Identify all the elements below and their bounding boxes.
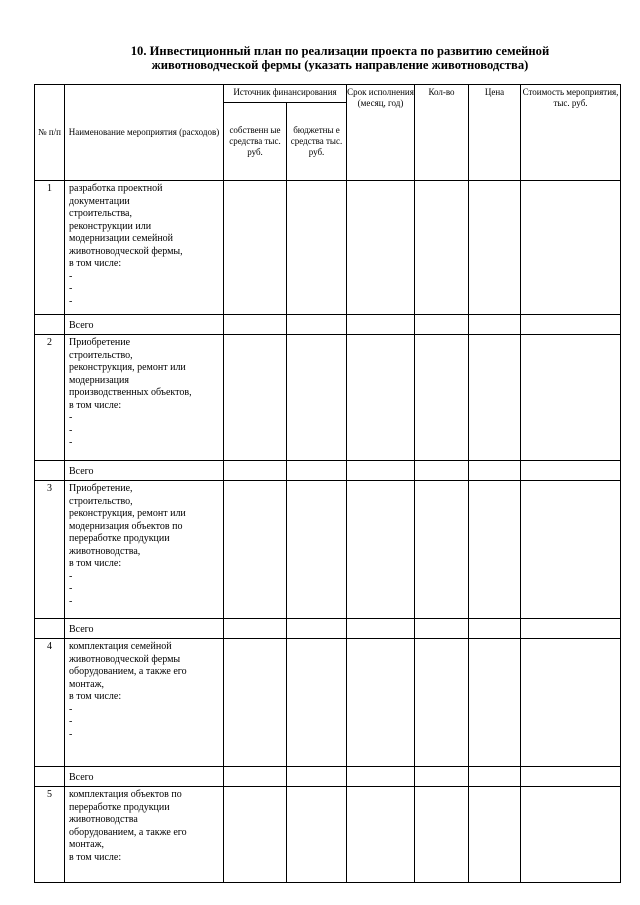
empty-cell: [469, 335, 521, 461]
empty-cell: [287, 619, 347, 639]
empty-cell: [415, 619, 469, 639]
empty-cell: [287, 315, 347, 335]
empty-cell: [224, 461, 287, 481]
empty-cell: [224, 315, 287, 335]
empty-cell: [224, 481, 287, 619]
row-number: 3: [35, 481, 65, 619]
header-cost: Стоимость мероприятия, тыс. руб.: [521, 85, 621, 181]
description-line: в том числе:: [69, 258, 122, 269]
description-line: Приобретение: [69, 337, 131, 348]
row-number: 1: [35, 181, 65, 315]
description-line: -: [69, 270, 73, 282]
description-line: документации: [69, 195, 130, 207]
table-row: [35, 787, 621, 883]
description-line: -: [69, 424, 73, 436]
row-number: 2: [35, 335, 65, 461]
row-description: [65, 481, 224, 619]
description-line: -: [69, 412, 73, 423]
total-row: [35, 315, 621, 335]
description-line: монтаж,: [69, 839, 105, 850]
description-line: -: [69, 703, 73, 715]
empty-cell: [35, 461, 65, 481]
header-row-1: [35, 85, 621, 103]
empty-cell: [415, 461, 469, 481]
empty-cell: [521, 181, 621, 315]
empty-cell: [287, 461, 347, 481]
row-description: [65, 787, 224, 883]
description-line: оборудованием, а также его: [69, 826, 187, 838]
description-line: животноводческой фермы: [69, 653, 181, 665]
investment-plan-table: [34, 84, 621, 883]
description-line: Приобретение,: [69, 483, 133, 494]
empty-cell: [347, 767, 415, 787]
empty-cell: [469, 767, 521, 787]
empty-cell: [415, 787, 469, 883]
empty-cell: [521, 335, 621, 461]
table-row: [35, 181, 621, 315]
empty-cell: [521, 619, 621, 639]
row-description: [65, 639, 224, 767]
row-description: [65, 335, 224, 461]
description-line: комплектация объектов по: [69, 789, 182, 800]
empty-cell: [415, 767, 469, 787]
header-name: Наименование мероприятия (расходов): [65, 85, 224, 181]
total-label: Всего: [65, 461, 224, 481]
row-description: [65, 181, 224, 315]
empty-cell: [347, 787, 415, 883]
header-price: Цена: [469, 85, 521, 181]
empty-cell: [224, 181, 287, 315]
document-title: [60, 44, 620, 72]
empty-cell: [415, 639, 469, 767]
header-own: собственн ые средства тыс. руб.: [224, 103, 287, 181]
title-line-2: животноводческой фермы (указать направление животноводства): [151, 58, 529, 72]
description-line: переработке продукции: [69, 801, 170, 813]
empty-cell: [224, 767, 287, 787]
empty-cell: [415, 481, 469, 619]
description-line: -: [69, 716, 73, 727]
table-row: [35, 335, 621, 461]
description-line: оборудованием, а также его: [69, 666, 187, 677]
empty-cell: [521, 461, 621, 481]
total-row: [35, 461, 621, 481]
description-line: производственных объектов,: [69, 387, 192, 398]
description-line: животноводства,: [69, 545, 141, 557]
empty-cell: [469, 181, 521, 315]
empty-cell: [287, 639, 347, 767]
empty-cell: [347, 315, 415, 335]
empty-cell: [287, 335, 347, 461]
header-source: Источник финансирования: [224, 85, 347, 103]
empty-cell: [35, 619, 65, 639]
description-line: в том числе:: [69, 851, 122, 863]
table-row: [35, 639, 621, 767]
empty-cell: [224, 335, 287, 461]
description-line: -: [69, 583, 73, 594]
empty-cell: [521, 787, 621, 883]
description-line: переработке продукции: [69, 533, 170, 544]
description-line: -: [69, 728, 73, 740]
empty-cell: [521, 639, 621, 767]
description-line: -: [69, 570, 73, 582]
total-row: [35, 619, 621, 639]
total-label: Всего: [65, 767, 224, 787]
empty-cell: [469, 461, 521, 481]
empty-cell: [469, 619, 521, 639]
description-line: в том числе:: [69, 558, 122, 569]
total-label: Всего: [65, 619, 224, 639]
empty-cell: [287, 767, 347, 787]
empty-cell: [347, 181, 415, 315]
empty-cell: [347, 481, 415, 619]
empty-cell: [287, 181, 347, 315]
description-line: монтаж,: [69, 678, 105, 690]
empty-cell: [287, 787, 347, 883]
description-line: модернизация: [69, 374, 129, 386]
description-line: -: [69, 595, 73, 607]
description-line: разработка проектной: [69, 183, 163, 194]
description-line: строительства,: [69, 208, 132, 219]
empty-cell: [521, 481, 621, 619]
description-line: животноводства: [69, 814, 138, 825]
total-row: [35, 767, 621, 787]
table-row: [35, 481, 621, 619]
title-line-1: 10. Инвестиционный план по реализации проекта по развитию семейной: [130, 44, 550, 58]
header-term: Срок исполнения (месяц, год): [347, 85, 415, 181]
description-line: -: [69, 295, 73, 307]
description-line: комплектация семейной: [69, 641, 172, 652]
empty-cell: [347, 639, 415, 767]
empty-cell: [35, 315, 65, 335]
empty-cell: [469, 315, 521, 335]
description-line: в том числе:: [69, 691, 122, 702]
header-num: № п/п: [35, 85, 65, 181]
description-line: -: [69, 437, 73, 448]
description-line: животноводческой фермы,: [69, 245, 183, 257]
description-line: реконструкция, ремонт или: [69, 508, 186, 519]
empty-cell: [224, 639, 287, 767]
empty-cell: [415, 181, 469, 315]
description-line: реконструкция, ремонт или: [69, 362, 186, 373]
description-line: в том числе:: [69, 399, 122, 411]
header-qty: Кол-во: [415, 85, 469, 181]
empty-cell: [469, 787, 521, 883]
row-number: 5: [35, 787, 65, 883]
empty-cell: [224, 619, 287, 639]
empty-cell: [469, 639, 521, 767]
description-line: реконструкции или: [69, 220, 152, 232]
empty-cell: [35, 767, 65, 787]
empty-cell: [415, 315, 469, 335]
empty-cell: [521, 767, 621, 787]
row-number: 4: [35, 639, 65, 767]
total-label: Всего: [65, 315, 224, 335]
empty-cell: [224, 787, 287, 883]
empty-cell: [347, 619, 415, 639]
description-line: модернизации семейной: [69, 233, 174, 244]
description-line: строительство,: [69, 349, 133, 361]
empty-cell: [287, 481, 347, 619]
empty-cell: [347, 335, 415, 461]
empty-cell: [469, 481, 521, 619]
header-budget: бюджетны е средства тыс. руб.: [287, 103, 347, 181]
description-line: -: [69, 283, 73, 294]
description-line: строительство,: [69, 495, 133, 507]
empty-cell: [347, 461, 415, 481]
empty-cell: [521, 315, 621, 335]
empty-cell: [415, 335, 469, 461]
description-line: модернизация объектов по: [69, 520, 183, 532]
